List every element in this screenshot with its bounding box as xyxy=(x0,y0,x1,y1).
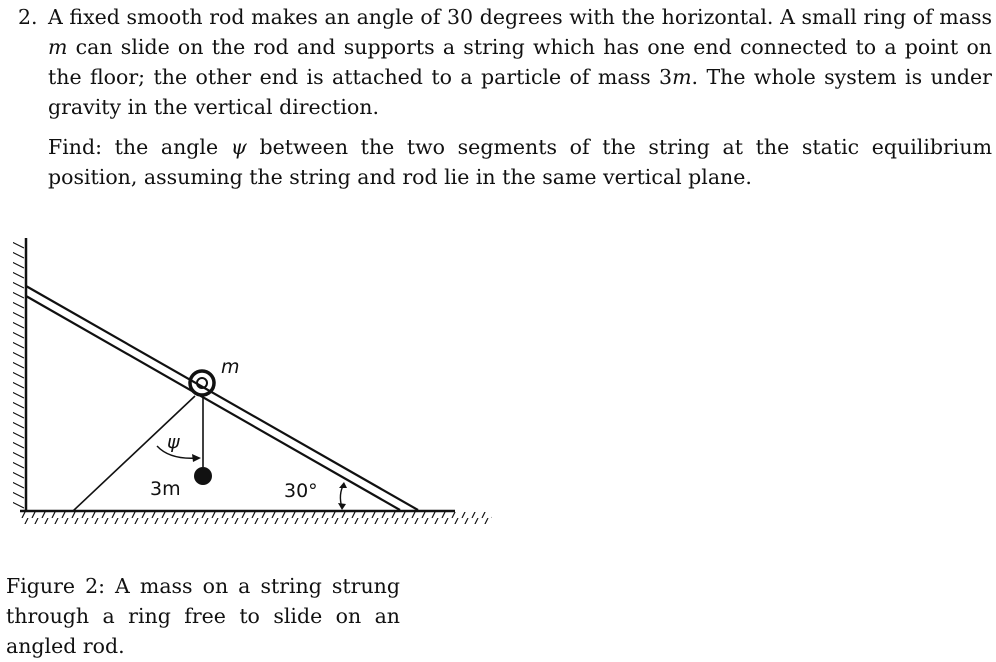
question-var-psi: ψ xyxy=(230,135,247,159)
angle-30-arrowhead-top xyxy=(339,482,347,488)
setup-text-3: . The whole system is under gravity in the vertical direction. xyxy=(48,65,992,119)
figure-diagram xyxy=(0,230,500,540)
figure-2 xyxy=(0,230,500,540)
inclined-rod xyxy=(26,286,418,510)
rod-lower-edge xyxy=(26,296,400,510)
problem-paragraph-setup xyxy=(48,2,992,122)
psi-label: ψ xyxy=(167,431,180,453)
psi-arrowhead xyxy=(192,454,201,462)
wall-hatching xyxy=(13,242,24,510)
setup-var-m2: m xyxy=(672,65,692,89)
hanging-mass xyxy=(194,467,212,485)
question-text-2: between the two segments of the string at the static equilibrium position, assuming the string and rod lie in the same vertical plane. xyxy=(48,135,993,189)
rod-upper-edge xyxy=(26,286,418,510)
setup-var-m: m xyxy=(48,35,68,59)
problem-number: 2. xyxy=(18,5,38,29)
ring-mass-label: m xyxy=(221,356,240,378)
floor-hatching xyxy=(20,512,492,524)
question-text-1: Find: the angle xyxy=(48,135,231,159)
figure-caption: Figure 2: A mass on a string strung through a ring free to slide on an angled rod. xyxy=(6,574,400,658)
problem-paragraph-question xyxy=(48,132,992,192)
hanging-mass-label: 3m xyxy=(150,478,181,500)
problem-body xyxy=(48,2,992,192)
floor xyxy=(20,511,492,524)
setup-text-2: can slide on the rod and supports a string which has one end connected to a point on the floor; the other end is attached to a particle of mass 3 xyxy=(48,35,992,89)
setup-text-1: A fixed smooth rod makes an angle of 30 degrees with the horizontal. A small ring of mass xyxy=(48,5,992,29)
angle-30-arrowhead-bottom xyxy=(338,503,346,510)
wall xyxy=(13,238,26,512)
problem-statement xyxy=(18,2,992,202)
angle-30-label: 30° xyxy=(284,480,318,502)
